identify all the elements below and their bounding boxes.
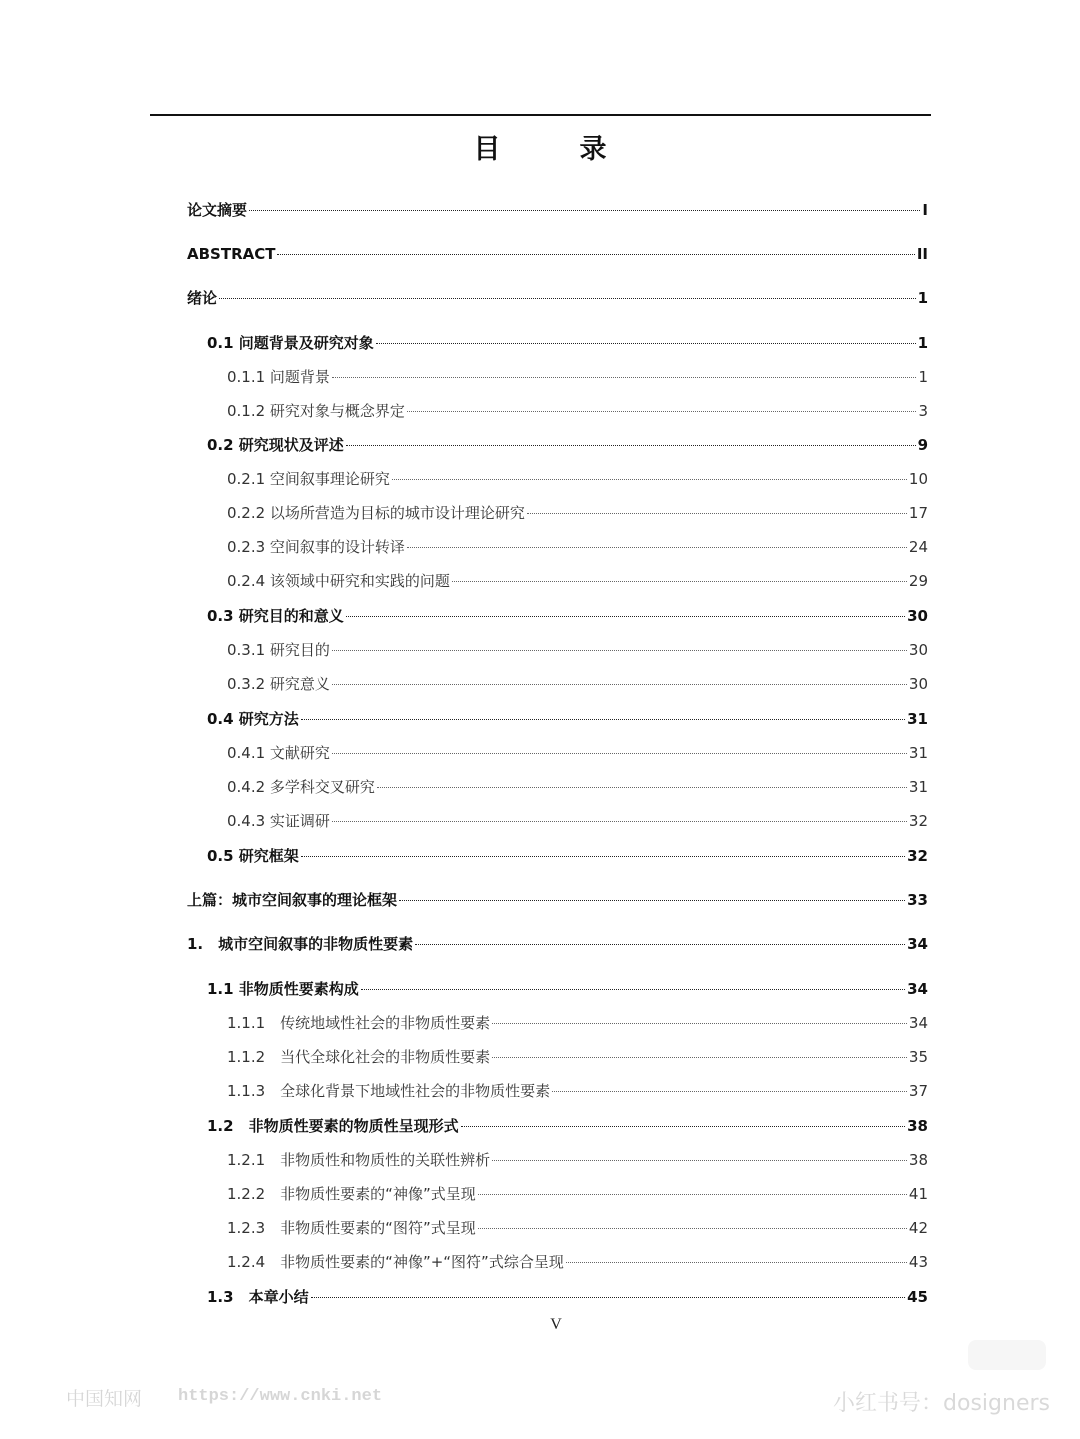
- toc-entry[interactable]: [227, 569, 928, 593]
- toc-dot-leader: [461, 1126, 906, 1127]
- toc-entry-page: 30: [908, 675, 928, 693]
- toc-entry-page: 38: [908, 1151, 928, 1169]
- toc-entry-label: 1.2.4 非物质性要素的“神像”+“图符”式综合呈现: [227, 1253, 564, 1271]
- toc-entry-page: 10: [908, 470, 928, 488]
- toc-entry-label: 0.2.2 以场所营造为目标的城市设计理论研究: [227, 504, 525, 522]
- toc-entry[interactable]: [227, 1216, 928, 1240]
- toc-entry-label: 1.2.3 非物质性要素的“图符”式呈现: [227, 1219, 476, 1237]
- toc-dot-leader: [346, 616, 905, 617]
- toc-dot-leader: [415, 944, 905, 945]
- toc-entry[interactable]: [227, 535, 928, 559]
- toc-entry-label: 0.3 研究目的和意义: [207, 607, 344, 625]
- toc-entry[interactable]: [207, 1285, 928, 1309]
- toc-dot-leader: [492, 1023, 907, 1024]
- toc-entry-page: 9: [917, 436, 928, 454]
- toc-dot-leader: [332, 377, 917, 378]
- toc-entry-page: 31: [907, 710, 928, 728]
- toc-entry-label: 0.2 研究现状及评述: [207, 436, 344, 454]
- toc-entry-label: 1.1.2 当代全球化社会的非物质性要素: [227, 1048, 491, 1066]
- toc-entry[interactable]: [187, 198, 928, 222]
- toc-entry-label: 0.5 研究框架: [207, 847, 299, 865]
- toc-entry-label: ABSTRACT: [187, 245, 276, 263]
- toc-entry[interactable]: [227, 467, 928, 491]
- xiaohongshu-watermark: 小红书号：dosigners: [833, 1391, 1050, 1416]
- toc-dot-leader: [332, 753, 907, 754]
- toc-entry-label: 1.2.2 非物质性要素的“神像”式呈现: [227, 1185, 476, 1203]
- toc-entry-page: 32: [908, 812, 928, 830]
- toc-entry[interactable]: [227, 399, 928, 423]
- toc-entry[interactable]: [227, 1250, 928, 1274]
- toc-entry[interactable]: [187, 932, 928, 956]
- top-rule: [150, 114, 931, 116]
- toc-dot-leader: [332, 821, 907, 822]
- toc-dot-leader: [377, 787, 907, 788]
- toc-entry-label: 0.1.1 问题背景: [227, 368, 330, 386]
- toc-entry[interactable]: [227, 1182, 928, 1206]
- toc-dot-leader: [392, 479, 907, 480]
- cnki-watermark: 中国知网: [66, 1388, 143, 1410]
- toc-entry[interactable]: [227, 809, 928, 833]
- toc-dot-leader: [361, 989, 905, 990]
- toc-entry-page: 1: [917, 289, 928, 307]
- toc-entry-label: 上篇：城市空间叙事的理论框架: [187, 891, 398, 909]
- toc-entry-page: 35: [908, 1048, 928, 1066]
- toc-entry-label: 0.2.4 该领域中研究和实践的问题: [227, 572, 450, 590]
- toc-entry[interactable]: [187, 888, 928, 912]
- toc-entry-page: 41: [908, 1185, 928, 1203]
- toc-entry-label: 1.1.1 传统地域性社会的非物质性要素: [227, 1014, 491, 1032]
- toc-entry[interactable]: [227, 1079, 928, 1103]
- toc-entry-page: 37: [908, 1082, 928, 1100]
- toc-entry[interactable]: [227, 1045, 928, 1069]
- toc-entry-page: 3: [918, 402, 928, 420]
- toc-dot-leader: [492, 1160, 907, 1161]
- cnki-url-watermark: https://www.cnki.net: [178, 1387, 383, 1406]
- toc-dot-leader: [552, 1091, 907, 1092]
- toc-dot-leader: [478, 1194, 907, 1195]
- toc-entry-label: 0.1 问题背景及研究对象: [207, 334, 374, 352]
- toc-entry-label: 0.4 研究方法: [207, 710, 299, 728]
- toc-dot-leader: [566, 1262, 907, 1263]
- toc-entry-page: 34: [907, 980, 928, 998]
- toc-entry-label: 0.4.3 实证调研: [227, 812, 330, 830]
- toc-entry[interactable]: [227, 365, 928, 389]
- toc-entry-page: 34: [907, 935, 928, 953]
- toc-entry[interactable]: [207, 844, 928, 868]
- toc-dot-leader: [301, 719, 905, 720]
- toc-entry[interactable]: [207, 977, 928, 1001]
- toc-entry-page: 29: [908, 572, 928, 590]
- toc-entry-label: 绪论: [187, 289, 218, 307]
- toc-entry-page: II: [916, 245, 928, 263]
- toc-dot-leader: [332, 684, 907, 685]
- toc-entry-page: 31: [908, 744, 928, 762]
- toc-entry-label: 0.1.2 研究对象与概念界定: [227, 402, 405, 420]
- toc-entry-page: 17: [908, 504, 928, 522]
- toc-dot-leader: [311, 1297, 906, 1298]
- toc-dot-leader: [399, 900, 905, 901]
- toc-entry-page: 30: [908, 641, 928, 659]
- toc-entry-label: 0.3.1 研究目的: [227, 641, 330, 659]
- toc-dot-leader: [219, 298, 916, 299]
- toc-entry-page: 1: [917, 334, 928, 352]
- toc-entry-label: 论文摘要: [187, 201, 248, 219]
- toc-entry-label: 0.4.2 多学科交叉研究: [227, 778, 375, 796]
- toc-entry[interactable]: [187, 286, 928, 310]
- toc-entry-label: 1.3 本章小结: [207, 1288, 309, 1306]
- toc-entry-label: 0.2.1 空间叙事理论研究: [227, 470, 390, 488]
- toc-entry[interactable]: [207, 331, 928, 355]
- toc-entry[interactable]: [227, 1148, 928, 1172]
- toc-dot-leader: [407, 547, 907, 548]
- toc-entry-label: 1.2.1 非物质性和物质性的关联性辨析: [227, 1151, 491, 1169]
- toc-dot-leader: [492, 1057, 907, 1058]
- toc-entry[interactable]: [187, 242, 928, 266]
- toc-entry-label: 0.3.2 研究意义: [227, 675, 330, 693]
- toc-dot-leader: [527, 513, 907, 514]
- toc-dot-leader: [478, 1228, 907, 1229]
- toc-entry-page: 38: [907, 1117, 928, 1135]
- toc-entry[interactable]: [207, 604, 928, 628]
- toc-dot-leader: [407, 411, 917, 412]
- toc-entry[interactable]: [227, 775, 928, 799]
- toc-entry-label: 1.1.3 全球化背景下地域性社会的非物质性要素: [227, 1082, 551, 1100]
- toc-dot-leader: [249, 210, 920, 211]
- watermark-badge: [968, 1340, 1046, 1370]
- toc-entry[interactable]: [227, 501, 928, 525]
- toc-entry[interactable]: [227, 1011, 928, 1035]
- toc-dot-leader: [332, 650, 907, 651]
- toc-dot-leader: [376, 343, 916, 344]
- toc-dot-leader: [452, 581, 907, 582]
- toc-entry-page: 34: [908, 1014, 928, 1032]
- toc-entry-page: 24: [908, 538, 928, 556]
- toc-entry-page: 30: [907, 607, 928, 625]
- toc-entry-page: 32: [907, 847, 928, 865]
- toc-entry-label: 1.2 非物质性要素的物质性呈现形式: [207, 1117, 459, 1135]
- toc-entry-label: 0.2.3 空间叙事的设计转译: [227, 538, 405, 556]
- toc-entry-label: 0.4.1 文献研究: [227, 744, 330, 762]
- toc-entry-page: 1: [918, 368, 928, 386]
- toc-dot-leader: [346, 445, 916, 446]
- toc-entry[interactable]: [207, 1114, 928, 1138]
- toc-entry-page: 42: [908, 1219, 928, 1237]
- toc-entry[interactable]: [227, 672, 928, 696]
- toc-entry-page: I: [922, 201, 928, 219]
- toc-dot-leader: [277, 254, 914, 255]
- toc-entry-label: 1. 城市空间叙事的非物质性要素: [187, 935, 414, 953]
- toc-entry[interactable]: [207, 707, 928, 731]
- page-number: V: [550, 1316, 562, 1333]
- page-title: 目 录: [473, 134, 633, 165]
- toc-entry[interactable]: [227, 741, 928, 765]
- toc-entry-page: 43: [908, 1253, 928, 1271]
- toc-entry-page: 31: [908, 778, 928, 796]
- toc-entry-label: 1.1 非物质性要素构成: [207, 980, 359, 998]
- toc-entry[interactable]: [207, 433, 928, 457]
- toc-dot-leader: [301, 856, 905, 857]
- toc-entry-page: 45: [907, 1288, 928, 1306]
- toc-entry-page: 33: [907, 891, 928, 909]
- toc-entry[interactable]: [227, 638, 928, 662]
